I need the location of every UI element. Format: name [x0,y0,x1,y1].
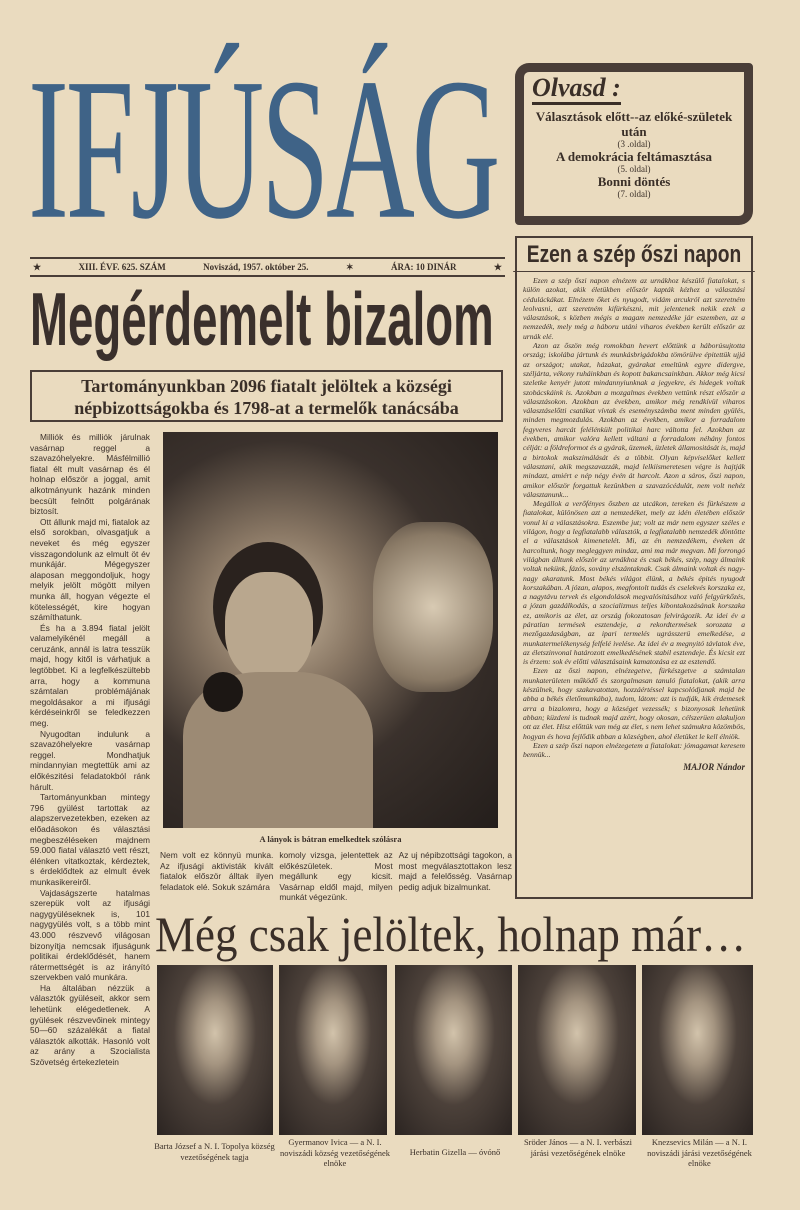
paragraph: Ezen a szép őszi napon elnézegetem a fiatalokat: jómagamat keresem bennük... [523,740,745,760]
place-date: Noviszád, 1957. október 25. [203,262,309,272]
paragraph: Ha általában nézzük a választók gyüléseit, akkor sem lehetünk elégedetlenek. A gyülések részvevőinek mintegy 50—60 százalékát a fiatal választók alkották. Hasonló volt az arány a Szocialista Szövetség értekezletein [30,982,150,1068]
paragraph: És ha a 3.894 fiatal jelölt valamelyikénél megáll a ceruzánk, annál is latra tesszük majd, hogy kitől is várhatjuk a legtöbbet. Ki a legfelkészültebb arra, hogy a kommuna számtalan problémájának megoldásakor a mi ifjusági kérdéseinkről se feledkezzen meg. [30,622,150,729]
below-photo-columns [160,850,512,903]
paragraph: Tartományunkban mintegy 796 gyülést tartottak az alapszervezetekben, ezeken az előadásokon és választási megbeszéléseken majdnem 59.000 fiatal választó vett részt, élénken vitatkoztak, kérdeztek, s érdeklődtek az elmult évek munkasikereiről. [30,792,150,887]
portrait-photo [157,965,273,1135]
portrait-photo [395,965,512,1135]
portrait-caption: Gyermanov Ivica — a N. I. noviszádi község vezetőségének elnöke [280,1137,390,1168]
portrait-caption: Knezsevics Milán — a N. I. noviszádi járási vezetőségének elnöke [647,1137,752,1168]
photo-caption: A lányok is bátran emelkedtek szólásra [259,834,402,844]
read-item-title[interactable]: Bonni döntés [597,174,671,189]
paragraph: Azon az őszön még romokban hevert előttünk a háborúsujtotta ország; iskolába jártunk és munkásbrigádokba tömörülve épitettük ujjá az országot; utakat, házakat, gyárakat emeltünk egyre didergve, széljárta, vékony ruháinkban és kopott bakancsainkban. Akkor még kicsi szeletke kenyér jutott mindannyiunknak a jegyekre, és hidegek voltak szobácskáink is. Azokban a mozgalmas években vettünk részt először a választásokon. Azokban az években, amikor még rendkívül viharos választáselőtti csatákat vívtak és eseményszámba ment minden gyülés, minden megmozdulás. Azokban az években, amikor a forradalom fegyveres harcát felélénkült politikai harc váltotta fel. Azokban az években, amikor valóra kellett váltani a forradalom néhány fontos célját: a földreformot és a gyárak, üzemek, üzletek államositását is, majd a birtokok makszimálását és a többit. Olyan képviselőket kellett választani, akik megszavazzák, majd lelkiismeretesen végre is hajtják mindazt, amiért e nép négy évén át harcolt. Azon a sáros, őszi napon, amikor először forgattuk kezünkben a szavazócédulát, nem volt nehéz választanunk... [523,341,745,499]
opinion-article [515,236,753,899]
issue-number: XIII. ÉVF. 625. SZÁM [78,262,166,272]
read-item-title[interactable]: A demokrácia feltámasztása [556,149,712,164]
paragraph: Vajdaságszerte hatalmas szerepük volt az ifjusági nagygyüléseknek is, 101 nagygyülés volt, s a több mint 43.000 részvevő világosan bizonyítja nemcsak ifjuságunk politikai érdeklődését, hanem rátermettségét is az irányító szervekben való munkára. [30,887,150,983]
portraits-heading: Még csak jelöltek, holnap már… [155,906,747,962]
read-item-page: (7. oldal) [617,189,651,199]
portrait-caption: Herbatin Gizella — óvónő [409,1147,501,1157]
star-icon: ✶ [345,261,354,272]
paragraph: Ezen a szép őszi napon elnézem az urnákhoz készülő fiatalokat, s külön azokat, akik életükben először kapták kézhez a választási céduláckákat. Elnézem őket és nyugodt, vidám arcukról azt szeretném leolvasni, azt szeretném kifürkészni, mit jelentenek nekik ezek a választások, s közben mégis a magam nemzedéke jár eszemben, az a nemzedék, mely még a háboru utáni viharos években került először az urnák elé. [523,276,745,341]
paragraph: komoly vizsga, jelentettek az előkészületek. Most megállunk egy kicsit. Vasárnap eldől majd, milyen munkát végezünk. [279,850,393,903]
read-item-page: (3 .oldal) [617,139,651,149]
news-photo-girl-speaking [163,432,498,828]
photo-flowers-shape [373,522,493,692]
microphone-icon [203,672,243,712]
portrait-caption: Sröder János — a N. I. verbászi járási vezetőségének elnöke [523,1137,633,1158]
portrait-caption: Barta József a N. I. Topolya község vezetőségének tagja [154,1141,275,1162]
star-icon: ★ [33,261,42,272]
article-body [523,276,745,759]
photo-face-shape [225,572,313,682]
paragraph: Nyugodtan indulunk a szavazóhelyekre vasárnap reggel. Mondhatjuk mindannyian megtettük ami az előkészitési feladatokból ránk hárult. [30,728,150,792]
dateline [30,257,505,277]
read-label: Olvasd : [532,74,621,105]
lead-article-column [30,432,150,1068]
paragraph: Ott állunk majd mi, fiatalok az első sorokban, olvasgatjuk a neveket és még egyszer visszagondolunk az elmult öt év munkájár. Mégegyszer alaposan meggondoljuk, hogy melyik jelölt mögött milyen munka áll, hogyan végezte el kötelességét, kire hogyan számíthatunk. [30,516,150,623]
portrait-photo [642,965,753,1135]
author-signature: MAJOR Nándor [683,762,745,773]
price: ÁRA: 10 DINÁR [390,262,457,272]
read-inside-box [515,63,753,225]
paragraph: Nem volt ez könnyü munka. Az ifjusági aktivisták kivált fiatalok először álltak ilyen feladatok elé. Sokuk számára [160,850,274,892]
star-icon: ★ [493,261,502,272]
read-item-title[interactable]: Választások előtt--az előké-születek után [535,109,733,139]
paragraph: Milliók és milliók járulnak vasárnap reggel a szavazóhelyekre. Másfélmillió fiatal élt mult vasárnap és él holnap először a joggal, amit alkotmányunk hazánk minden becsült felnőtt polgárának biztosít. [30,432,150,517]
masthead-logo: IFJÚSÁG [28,37,498,262]
portrait-photo [279,965,387,1135]
paragraph: Megállok a verőfényes őszben az utcákon, tereken és fürkészem a fiatalokat, különösen azt a nemzedéket, mely az idén életében először vonul ki a választásokra. Eszembe jut; volt az már nem egyszer széles e világon, hogy a legfiatalabb választók, a legfiatalabb nemzedék döntötte el a választások kimenetelét. Mi, az én nemzedékem, éveken át harcoltunk, hogy megleggyen mindaz, ami ma már megvan. Mi forrongó világban álltunk először az urnákhoz és csak békés, szép, nagy álmaink voltak nekünk, fázós, sovány elszántaknak. Csak álmaink voltak és nagy-nagy akaratunk. Most békés világot élünk, a békés épités nyugodt korszakában. A józan, alapos, megfontolt tudás és cselekvés korszaka ez, a nagytávu tervek és elgondolások megvalósitásához való felgyürkőzés, a józan gazdálkodás, a szocializmus teljes kibontakozásának korszaka ez, amikoris az élet, az ország fokozatosan felvirágozik. Az idei év a páratlan termések esztendeje, a rekordtermések sorozata a mezőgazdaságban, az ipari termelés ugrásszerü emelkedése, a munkatermelékenység felfelé ivelése. Az idei év a megnyitó távlatok éve, az életszinvonal határozott emelkedésének stabil esztendeje. És kicsit ezt is érzem: sok év előtti választásaink kamatozása ez az esztendő. [523,499,745,667]
paragraph: Ezen az őszi napon, elnézegetve, fürkészgetve a számtalan munkaterületen működő és szorgalmasan tanuló fiatalokat, (akik arra készülnek, hogy szakavatottan, hozzáértéssel kapcsolódjanak majd be abba a békés életőmunkába), tudom, látom: azt is tudják, kik érdemesek arra a bizalomra, hogy a községet vezessék; s bizonyosak lehetünk abban; küzdeni is tudnak majd azért, hogy okosan, célszerüen alakuljon ott az élet. Hisz előttük van még az élet, s nem lehet számukra közömbös, hogyan és hova fejlődik abban a községben, ahol életüket le kell élniök. [523,666,745,741]
read-item-page: (5. oldal) [617,164,651,174]
paragraph: Az uj népibzottsági tagokon, a most megválasztottakon lesz majd a felelősség. Vasárnap pedig adjuk bizalmunkat. [398,850,512,892]
article-title: Ezen a szép őszi napon [513,241,755,272]
portrait-photo [518,965,636,1135]
subheadline: Tartományunkban 2096 fiatalt jelöltek a községi népbizottságokba és 1798-at a termelők tanácsába [30,370,503,422]
main-headline: Megérdemelt bizalom [30,277,494,361]
